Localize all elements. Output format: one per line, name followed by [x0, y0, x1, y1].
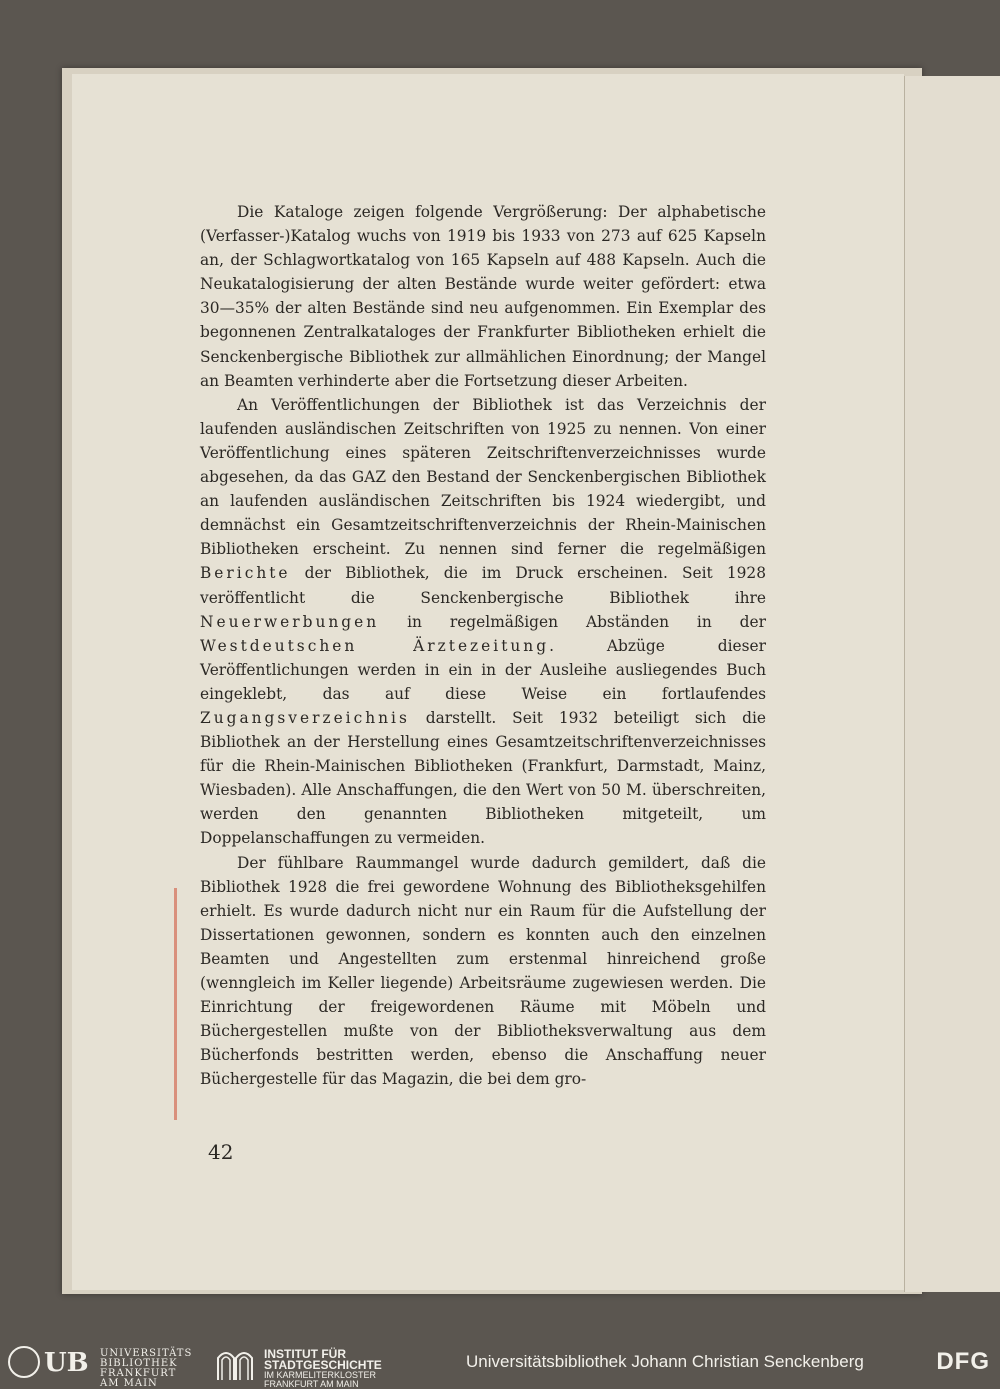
- facing-page-edge: [904, 76, 1000, 1292]
- spaced-emphasis: Berichte: [200, 564, 291, 583]
- spaced-emphasis: Neuerwerbungen: [200, 612, 380, 631]
- ub-logo-line1: UNIVERSITÄTS: [100, 1348, 193, 1359]
- library-title: Universitätsbibliothek Johann Christian Senckenberg: [466, 1352, 864, 1371]
- viewer-footer: [0, 1338, 1000, 1389]
- text-run: . Abzüge dieser Veröffentlichungen werden in ein in der Ausleihe ausliegendes Buch eingeklebt, das auf diese Weise ein fortlaufendes: [200, 636, 766, 703]
- isg-logo-line2: STADTGESCHICHTE: [264, 1358, 382, 1372]
- text-run: An Veröffentlichungen der Bibliothek ist das Verzeichnis der laufenden ausländischen Zeitschriften von 1925 zu nennen. Von einer Veröffentlichung eines späteren Zeitschriftenverzeichnisses wurde abgesehen, da das GAZ den Bestand der Senckenbergischen Bibliothek an laufenden ausländischen Zeitschriften bis 1924 wiedergibt, und demnächst ein Gesamtzeitschriftenverzeichnis der Rhein-Mainischen Bibliotheken erscheint. Zu nennen sind ferner die regelmäßigen: [200, 395, 766, 559]
- text-run: der Bibliothek, die im Druck erscheinen. Seit 1928 veröffentlicht die Senckenbergische Bibliothek ihre: [200, 564, 766, 607]
- text-run: darstellt. Seit 1932 beteiligt sich die Bibliothek an der Herstellung eines Gesamtzeitschriftenverzeichnisses für die Rhein-Mainischen Bibliotheken (Frankfurt, Darmstadt, Mainz, Wiesbaden). Alle Anschaffungen, die den Wert von 50 M. überschreiten, werden den genannten Bibliotheken mitgeteilt, um Doppelanschaffungen zu vermeiden.: [200, 708, 766, 848]
- text-run: in regelmäßigen Abständen in der: [379, 612, 766, 631]
- paragraph: [200, 851, 766, 1092]
- paragraph: [200, 393, 766, 851]
- isg-logo-line3: IM KARMELITERKLOSTER: [264, 1370, 377, 1380]
- ub-logo-text: [100, 1349, 198, 1389]
- dfg-logo[interactable]: DFG: [936, 1348, 990, 1375]
- arches-icon: [216, 1346, 254, 1380]
- isg-logo[interactable]: [216, 1346, 436, 1389]
- spaced-emphasis: Zugangsverzeichnis: [200, 708, 410, 727]
- ub-logo-line3: FRANKFURT AM MAIN: [100, 1368, 177, 1389]
- ub-logo[interactable]: [8, 1346, 198, 1389]
- text-run: Der fühlbare Raummangel wurde dadurch gemildert, daß die Bibliothek 1928 die frei gewordene Wohnung des Bibliotheksgehilfen erhielt. Es wurde dadurch nicht nur ein Raum für die Aufstellung der Dissertationen gewonnen, sondern es konnten auch den einzelnen Beamten und Angestellten zum erstenmal hinreichend große (wenngleich im Keller liegende) Arbeitsräume zugewiesen werden. Die Einrichtung der freigewordenen Räume mit Möbeln und Büchergestellen mußte von der Bibliotheksverwaltung aus dem Bücherfonds bestritten werden, ebenso die Anschaffung neuer Büchergestelle für das Magazin, die bei dem gro-: [200, 853, 766, 1089]
- isg-logo-text: [264, 1349, 382, 1389]
- page-number: 42: [208, 1140, 234, 1164]
- ub-logo-line2: BIBLIOTHEK: [100, 1358, 178, 1369]
- body-text: [200, 200, 766, 1091]
- ub-logo-mark: UB: [44, 1348, 89, 1378]
- isg-logo-line4: FRANKFURT AM MAIN: [264, 1379, 359, 1389]
- spaced-emphasis: Westdeutschen Ärztezeitung: [200, 636, 550, 655]
- margin-red-mark: [174, 888, 177, 1120]
- portrait-seal-icon: [8, 1346, 40, 1378]
- text-run: Die Kataloge zeigen folgende Vergrößerung: Der alphabetische (Verfasser-)Katalog wuchs von 1919 bis 1933 von 273 auf 625 Kapseln an, der Schlagwortkatalog von 165 Kapseln auf 488 Kapseln. Auch die Neukatalogisierung der alten Bestände wurde weiter gefördert: etwa 30—35% der alten Bestände sind neu aufgenommen. Ein Exemplar des begonnenen Zentralkataloges der Frankfurter Bibliotheken erhielt die Senckenbergische Bibliothek zur allmählichen Einordnung; der Mangel an Beamten verhinderte aber die Fortsetzung dieser Arbeiten.: [200, 203, 766, 390]
- isg-logo-line1: INSTITUT FÜR: [264, 1347, 346, 1361]
- paragraph: [200, 200, 766, 393]
